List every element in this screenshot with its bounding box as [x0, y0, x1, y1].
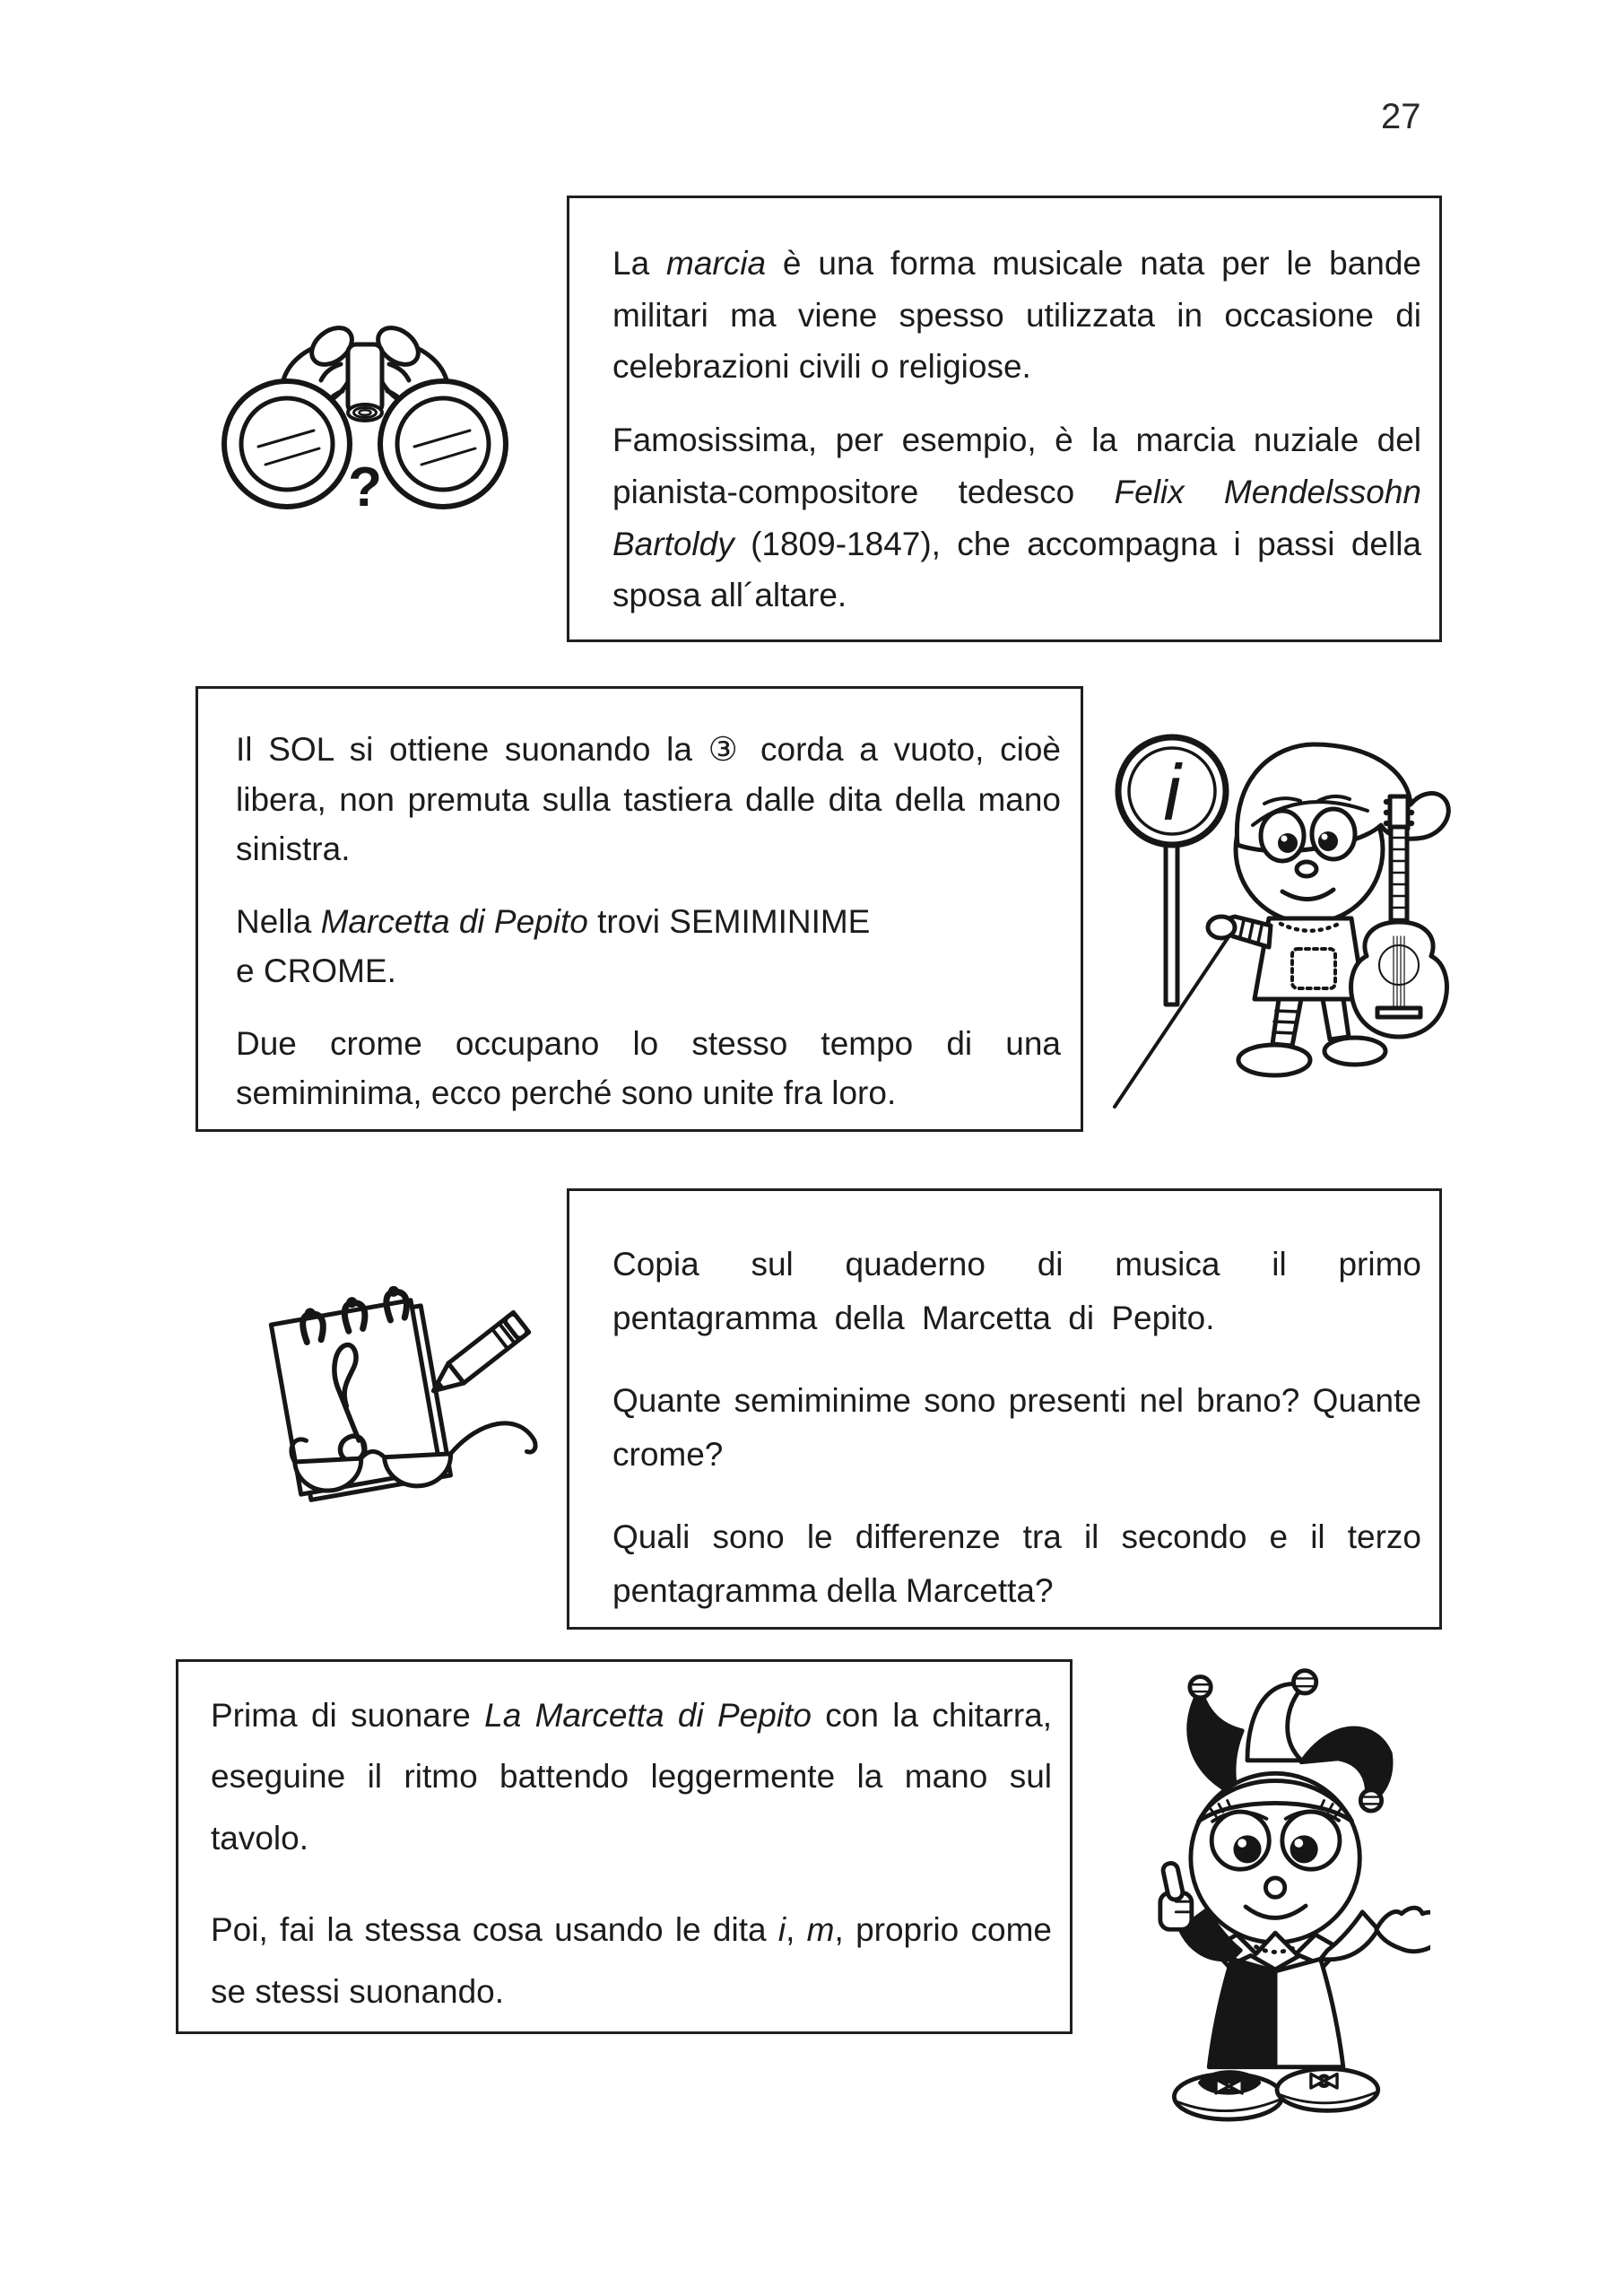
- task-box-ritmo: [176, 1659, 1073, 2034]
- question-mark-icon: ?: [348, 457, 382, 518]
- sign-pole: [1166, 843, 1177, 1004]
- info-symbol: i: [1163, 748, 1181, 837]
- binoculars-icon: [217, 305, 513, 529]
- sol-paragraph-3: Due crome occupano lo stesso tempo di una semiminima, ecco perché sono unite fra loro.: [236, 1024, 1061, 1111]
- sol-paragraph-2: Nella Marcetta di Pepito trovi SEMIMINIME e CROME.: [236, 902, 871, 989]
- page-number: 27: [1381, 97, 1421, 136]
- task-box-copia: [567, 1188, 1442, 1630]
- open-hand: [1376, 1908, 1430, 1951]
- info-character-illustration: [1099, 701, 1457, 1118]
- ritmo-paragraph-2: Poi, fai la stessa cosa usando le dita i, m, proprio come se stessi suonando.: [211, 1911, 1053, 2010]
- jester-tunic-left: [1209, 1959, 1275, 2066]
- info-box-sol: [195, 686, 1083, 1132]
- jester-tunic-right: [1275, 1959, 1343, 2066]
- jester-illustration: [1125, 1656, 1430, 2126]
- copia-paragraph-3: Quali sono le differenze tra il secondo e il terzo pentagramma della Marcetta?: [612, 1518, 1421, 1609]
- copia-paragraph-2: Quante semiminime sono presenti nel brano? Quante crome?: [612, 1381, 1421, 1473]
- pencil-icon: [426, 1312, 529, 1400]
- binoculars-hinge: [348, 344, 382, 413]
- ritmo-paragraph-1: Prima di suonare La Marcetta di Pepito con la chitarra, eseguine il ritmo battendo leggermente la mano sul tavolo.: [211, 1697, 1053, 1857]
- copia-paragraph-1: Copia sul quaderno di musica il primo pentagramma della Marcetta di Pepito.: [612, 1246, 1421, 1336]
- marcia-paragraph-1: La marcia è una forma musicale nata per le bande militari ma viene spesso utilizzata in occasione di celebrazioni civili o religiose.: [612, 245, 1422, 386]
- character-shoe: [1238, 1045, 1310, 1075]
- marcia-paragraph-2: Famosissima, per esempio, è la marcia nuziale del pianista-compositore tedesco Felix Mendelssohn Bartoldy (1809-1847), che accompagna i passi della sposa all´altare.: [612, 422, 1421, 614]
- sol-paragraph-1: Il SOL si ottiene suonando la ③ corda a vuoto, cioè libera, non premuta sulla tastiera dalle dita della mano sinistra.: [236, 731, 1061, 867]
- jester-hat-left-horn: [1189, 1689, 1242, 1796]
- jester-hat-center-horn: [1247, 1684, 1304, 1761]
- notepad-icon: [240, 1254, 545, 1514]
- info-box-marcia: [567, 196, 1442, 642]
